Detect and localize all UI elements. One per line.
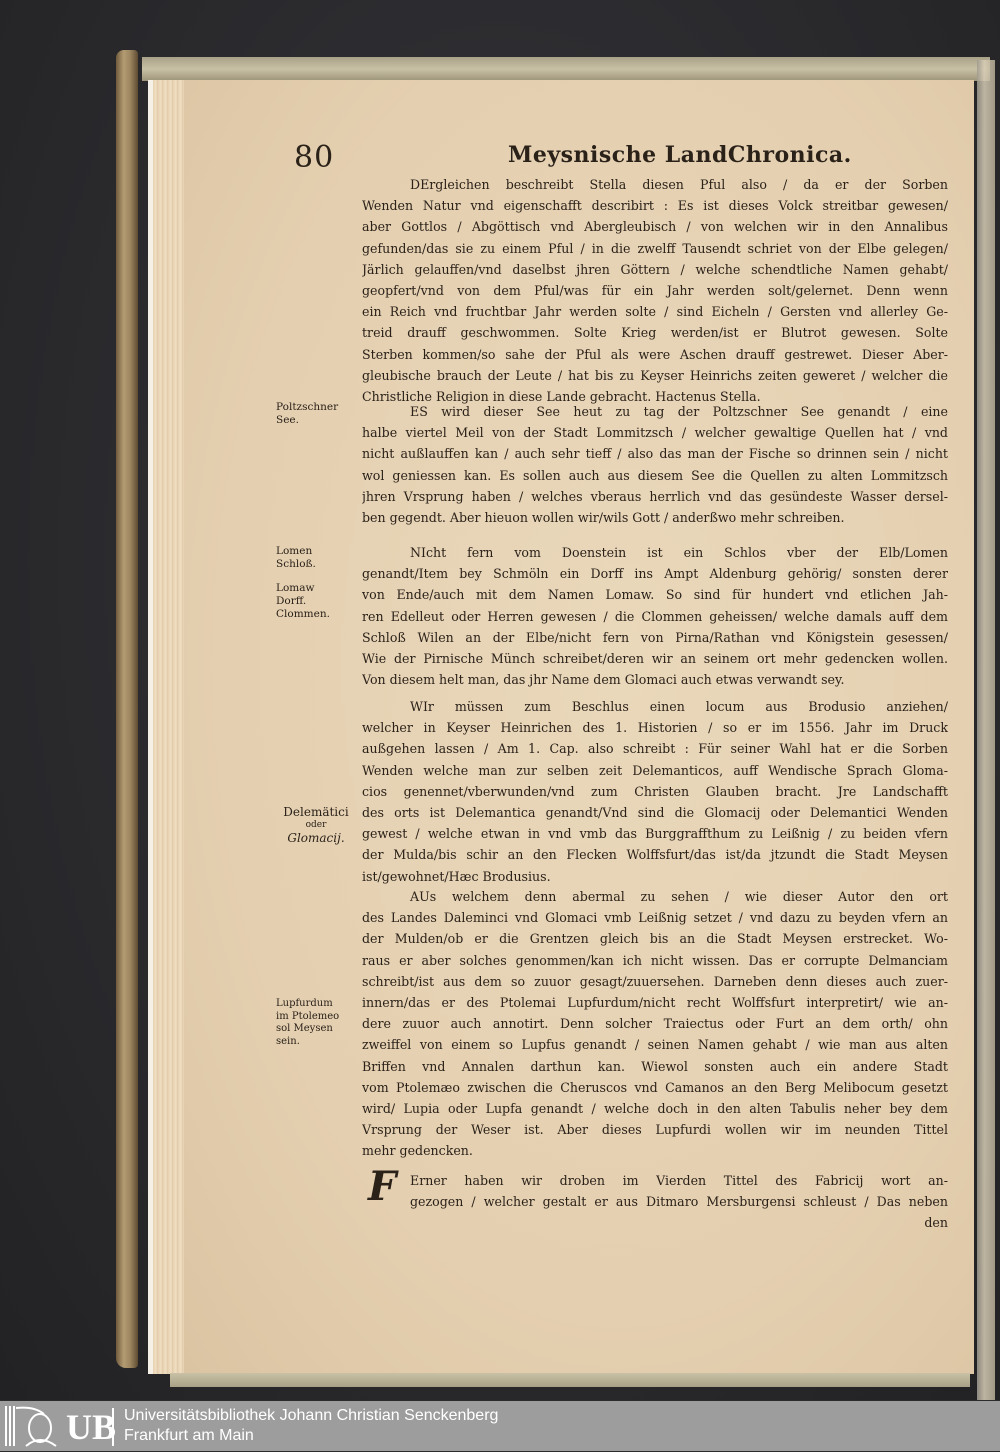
text-line: Vrsprung der Weser ist. Aber dieses Lupfurdi wollen wir im neunden Tittel	[362, 1122, 948, 1138]
text-line: dere zuuor auch annotirt. Denn solcher Traiectus oder Furt an dem orth/ ohn	[362, 1016, 948, 1032]
text-line: halbe viertel Meil von der Stadt Lommitzsch / welcher gewaltige Quellen hat / vnd	[362, 425, 948, 441]
margin-note-line: Lupfurdum	[276, 998, 333, 1009]
text-line: gleubische brauch der Leute / hat bis zu Keyser Heinrichs zeiten geweret / welcher die	[362, 367, 948, 383]
paragraph-4	[362, 696, 948, 887]
text-line: gewest / welche etwan in vnd vmb das Burggraffthum zu Leißnig / zu beiden vfern	[362, 826, 948, 842]
paragraph-6	[410, 1170, 948, 1234]
text-line: innern/das er des Ptolemai Lupfurdum/nicht recht Wolffsfurt interpretirt/ wie an-	[362, 995, 948, 1011]
decorated-initial: F	[368, 1163, 397, 1210]
catchword: den	[924, 1215, 948, 1231]
margin-note-line: Poltzschner	[276, 401, 339, 413]
margin-note-line: See.	[276, 414, 299, 426]
margin-note-line: sein.	[276, 1035, 300, 1047]
text-line: ist/gewohnet/Hæc Brodusius.	[362, 868, 551, 884]
margin-note-line: Clommen.	[276, 608, 330, 620]
paragraph-2	[362, 401, 948, 528]
text-line: AUs welchem denn abermal zu sehen / wie dieser Autor den ort	[410, 889, 948, 904]
text-line: außgehen lassen / Am 1. Cap. also schreibt : Für seiner Wahl hat er die Sorben	[362, 741, 948, 757]
text-line: Schloß Wilen an der Elbe/nicht fern von Pirna/Rathan vnd Königstein gesessen/	[362, 629, 948, 645]
book-board-top	[142, 57, 990, 81]
text-line: Järlich gelauffen/vnd daselbst jhren Göttern / welche schendtliche Namen gehabt/	[362, 261, 948, 277]
margin-note	[276, 545, 358, 571]
page-edges	[148, 80, 189, 1374]
text-line: des orts ist Delemantica genandt/Vnd sind die Glomacij oder Delemantici Wenden	[362, 805, 948, 821]
text-line: geopfert/vnd von dem Pful/was für ein Jahr werden solt/gelernet. Denn wenn	[362, 283, 948, 299]
glass-plate-edge	[977, 60, 995, 1400]
text-line: von Ende/auch mit dem Namen Lomaw. So sind für hundert vnd etlichen Jah-	[362, 587, 948, 603]
text-line: mehr gedencken.	[362, 1143, 473, 1159]
margin-note	[276, 401, 358, 427]
logo-text: UB	[66, 1407, 117, 1447]
text-line: Christliche Religion in diese Lande gebracht. Hactenus Stella.	[362, 389, 761, 405]
library-location: Frankfurt am Main	[124, 1427, 254, 1444]
text-line: Sterben kommen/so sahe der Pful als were Aschen drauff gestrewet. Dieser Aber-	[362, 346, 948, 362]
margin-note-line: im Ptolemeo	[276, 1010, 340, 1022]
text-line: zweiffel von einem so Lupfus genandt / seinen Namen gehabt / wie man aus alten	[362, 1037, 948, 1053]
margin-note-line: sol Meysen	[276, 1023, 333, 1034]
margin-note-line: Schloß.	[276, 558, 316, 570]
text-line: cios genennet/vberwunden/vnd zum Christen Glauben bracht. Jre Landschafft	[362, 783, 948, 799]
text-line: NIcht fern vom Doenstein ist ein Schlos vber der Elb/Lomen	[410, 545, 948, 560]
library-footer	[0, 1401, 1000, 1451]
margin-note	[276, 806, 356, 845]
text-line: ES wird dieser See heut zu tag der Poltzschner See genandt / eine	[410, 404, 948, 419]
library-name: Universitätsbibliothek Johann Christian Senckenberg	[124, 1407, 499, 1424]
text-line: ben gegendt. Aber hieuon wollen wir/wils Gott / anderßwo mehr schreiben.	[362, 510, 845, 526]
margin-note	[276, 998, 358, 1048]
text-line: Erner haben wir droben im Vierden Tittel des Fabricij wort an-	[410, 1173, 948, 1188]
margin-note-line: oder	[305, 820, 327, 830]
margin-note-line: Glomacij.	[287, 831, 345, 845]
margin-note-line: Delemätici	[283, 805, 349, 819]
margin-note-line: Lomen	[276, 545, 313, 557]
text-line: welcher in Keyser Heinrichen des 1. Historien / so er im 1556. Jahr im Druck	[362, 720, 948, 736]
text-line: gezogen / welcher gestalt er aus Ditmaro Mersburgensi schleust / Das neben	[410, 1194, 948, 1210]
text-line: ren Edelleut oder Herren gewesen / die Clommen geheissen/ welche damals auff dem	[362, 608, 948, 624]
text-line: WIr müssen zum Beschlus einen locum aus Brodusio anziehen/	[410, 699, 948, 714]
text-line: Briffen vnd Annalen darthun kan. Wiewol sonsten auch ein andere Stadt	[362, 1058, 948, 1074]
margin-note-line: Dorff.	[276, 595, 307, 607]
text-line: wird/ Lupia oder Lupfa genandt / welche doch in den alten Tabulis neher bey dem	[362, 1101, 948, 1117]
paragraph-3	[362, 542, 948, 690]
text-line: Wenden Natur vnd eigenschafft describirt : Es ist dieses Volck streitbar gewesen/	[362, 198, 948, 214]
book-board-bottom	[170, 1373, 970, 1387]
paragraph-1	[362, 174, 948, 407]
text-line: der Mulden/ob er die Grentzen gleich bis an die Stadt Meysen erstrecket. Wo-	[362, 931, 948, 947]
text-line: DErgleichen beschreibt Stella diesen Pful also / da er der Sorben	[410, 177, 948, 192]
text-line: wol geniessen kan. Es sollen auch aus diesem See die Quellen zu alten Lommitzsch	[362, 467, 948, 483]
text-line: gefunden/das sie zu einem Pful / in die zwelff Tausendt schriet von der Elbe gelegen/	[362, 240, 948, 256]
text-line: vom Ptolemæo zwischen die Cheruscos vnd Camanos an den Berg Melibocum gesetzt	[362, 1079, 948, 1095]
page-number: 80	[294, 140, 335, 175]
text-line: der Mulda/bis schir an den Flecken Wolffsfurt/das ist/da jtzundt die Stadt Meysen	[362, 847, 948, 863]
book-cover-edge	[116, 50, 138, 1368]
text-line: jhren Vrsprung haben / welches vberaus herrlich vnd das gesündeste Wasser dersel-	[362, 488, 948, 504]
text-line: Wie der Pirnische Münch schreibet/deren wir an seinem ort mehr gedencken wollen.	[362, 651, 948, 667]
text-line: raus er aber solches genommen/kan ich nicht wissen. Das er corrupte Delmanciam	[362, 952, 948, 968]
text-line: treid drauff geschwommen. Solte Krieg werden/ist er Blutrot gewesen. Solte	[362, 325, 948, 341]
library-logo[interactable]	[4, 1404, 116, 1448]
text-line: Von diesem helt man, das jhr Name dem Glomaci auch etwas verwandt sey.	[362, 672, 845, 688]
running-head: Meysnische LandChronica.	[508, 142, 852, 168]
text-line: schreibt/ist aus dem so zuuor gesagt/zuuersehen. Darneben denn dieses auch zuer-	[362, 973, 948, 989]
text-line: Wenden welche man zur selben zeit Delemanticos, auff Wendische Sprach Gloma-	[362, 762, 948, 778]
margin-note-line: Lomaw	[276, 582, 315, 594]
margin-note	[276, 582, 358, 621]
text-line: aber Gottlos / Abgöttisch vnd Abergleubisch / von welchen wir in den Annalibus	[362, 219, 948, 235]
text-line: ein Reich vnd fruchtbar Jahr werden solte / sind Eicheln / Gersten vnd allerley Ge-	[362, 304, 948, 320]
text-line: genandt/Item bey Schmöln ein Dorff ins Ampt Aldenburg gehörig/ sonsten derer	[362, 566, 948, 582]
paragraph-5	[362, 886, 948, 1162]
text-line: nicht außlauffen kan / auch sehr tieff / also das man der Fische so drinnen sein / nicht	[362, 446, 948, 462]
text-line: des Landes Daleminci vnd Glomaci vmb Leißnig setzet / vnd dazu zu beyden vfern an	[362, 910, 948, 926]
